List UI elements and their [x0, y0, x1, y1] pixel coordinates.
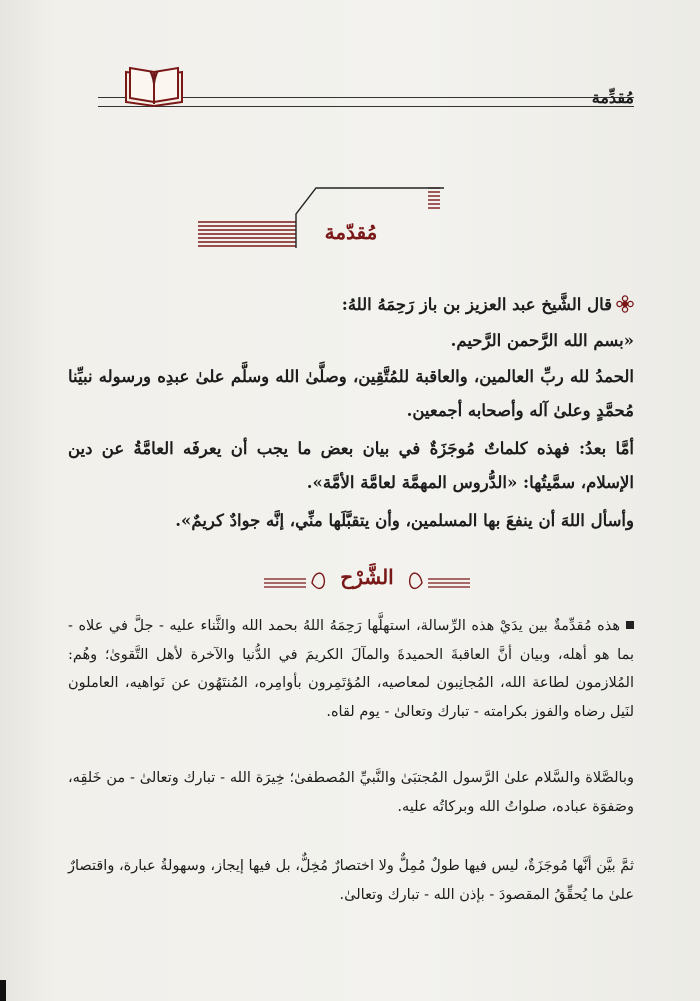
- matn-paragraph-2: أمَّا بعدُ: فهذه كلماتٌ مُوجَزَةٌ في بيان بعض ما يجب أن يعرفَه العامَّةُ عن دين الإسلام، سمَّيتُها: «الدُّروس المهمَّة لعامَّة الأمَّة».: [68, 439, 634, 492]
- section-title: مُقدّمة: [324, 220, 378, 244]
- sharh-title: الشَّرْح: [340, 565, 394, 589]
- matn-basmala: «بسم الله الرَّحمن الرَّحيم.: [450, 331, 634, 350]
- page-edge-mark: [0, 980, 6, 1001]
- running-title: مُقدِّمة: [591, 88, 634, 107]
- sharh-paragraph-1-line: [68, 612, 634, 726]
- matn-intro-line: [68, 288, 634, 322]
- page-number: ٧: [148, 66, 160, 88]
- square-bullet-icon: [626, 621, 634, 629]
- matn-paragraph-3: وأسأل اللهَ أن ينفعَ بها المسلمين، وأن يتقبَّلَها منِّي، إنَّه جوادٌ كريمٌ».: [175, 511, 634, 530]
- flower-ornament-icon: [616, 295, 634, 313]
- matn-intro: قال الشَّيخ عبد العزيز بن باز رَحِمَهُ اللهُ:: [341, 295, 612, 314]
- matn-paragraph-1: الحمدُ لله ربِّ العالمين، والعاقبة للمُتَّقِين، وصلَّىٰ الله وسلَّم علىٰ عبدِه ورسوله نبيِّنا مُحمَّدٍ وعلىٰ آله وأصحابه أجمعين.: [68, 367, 634, 420]
- sharh-paragraph-1: هذه مُقدِّمةٌ بين يدَيْ هذه الرِّسالة، استهلَّها رَحِمَهُ اللهُ بحمد الله والثَّناء عليه - جلَّ في علاه - بما هو أهله، وبيان أنَّ العاقبةَ الحميدةَ والمآلَ الكريمَ في الدُّنيا والآخرة لأهل التَّقوىٰ؛ وهُم: المُلازمون لطاعة الله، المُجانِبون لمعاصيه، المُؤتَمِرون بأوامِره، المُنتَهُون عن نَواهيه، العاملون لنَيل رضاه والفوز بكرامته - تبارك وتعالىٰ - يوم لقاه.: [68, 618, 634, 720]
- sharh-paragraph-3: ثمَّ بيَّن أنَّها مُوجَزَةٌ، ليس فيها طولٌ مُمِلٌّ ولا اختصارٌ مُخِلٌّ، بل فيها إيجاز، وسهولةُ عبارة، واقتصارٌ علىٰ ما يُحقِّقُ المقصودَ - بإذن الله - تبارك وتعالىٰ.: [68, 858, 634, 903]
- sharh-paragraph-2: وبالصَّلاة والسَّلام علىٰ الرَّسول المُجتبَىٰ والنَّبيِّ المُصطفىٰ؛ خِيرَة الله - تبارك وتعالىٰ - من خَلقِه، وصَفوَة عباده، صلواتُ الله وبركاتُه عليه.: [68, 770, 634, 815]
